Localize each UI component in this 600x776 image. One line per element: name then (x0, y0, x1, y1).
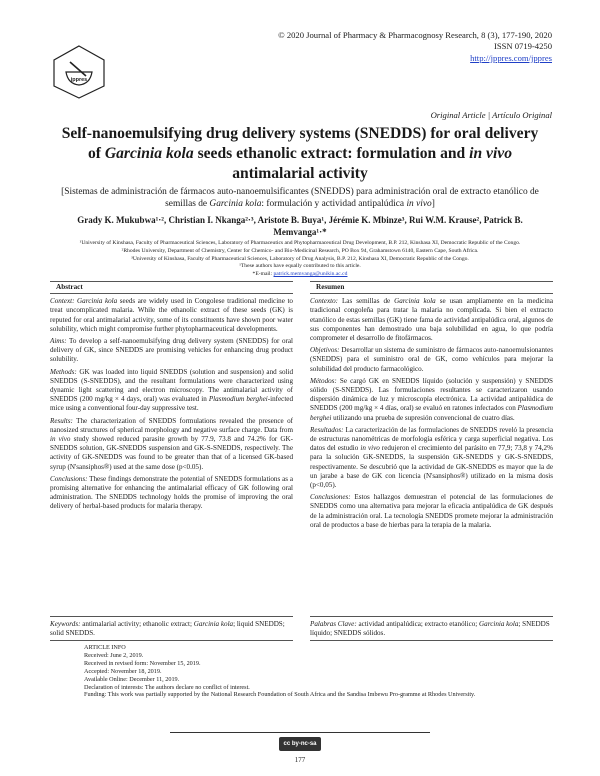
page-number: 177 (294, 756, 306, 764)
received-date: Received: June 2, 2019. (84, 651, 144, 659)
affiliation: ¹These authors have equally contributed to this article. (239, 263, 361, 270)
resumen-metodos: Métodos: Se cargó GK en SNEDDS líquido (solución y suspensión) y SNEDDS sólido (S-SNEDDS). Las formulaciones resultantes se caracterizaron usando dispersión dinámica de luz y microscopía electrónica. La actividad antipalúdica de SNEDDS (200 mg/kg × 4 días, oral) se evaluó en ratones infectados con Plasmodium berghei utilizando una prueba de supresión convencional de cuatro días. (310, 376, 553, 422)
accepted-date: Accepted: November 18, 2019. (84, 667, 162, 675)
revised-date: Received in revised form: November 15, 2019. (84, 659, 201, 667)
cc-license-badge[interactable]: cc by-nc-sa (279, 737, 321, 751)
article-subtitle: [Sistemas de administración de fármacos auto-nanoemulsificantes (SNEDDS) para administración oral de extracto etanólico de semillas de Garcinia kola: formulación y actividad antipalúdica in vivo] (61, 187, 539, 209)
funding-statement: Funding: This work was partially supported by the National Research Foundation of South Africa and the Sandisa Imbewu Pro-gramme at Rhodes University. (84, 691, 476, 699)
citation: © 2020 Journal of Pharmacy & Pharmacognosy Research, 8 (3), 177-190, 2020 (278, 30, 552, 40)
logo-text: jppres (70, 77, 88, 83)
abstract-column (50, 281, 293, 515)
journal-link[interactable]: http://jppres.com/jppres (470, 52, 552, 63)
author-list: Grady K. Mukubwa¹·², Christian I. Nkanga²·³, Aristote B. Buya¹, Jérémie K. Mbinze³, Rui W.M. Krause², Patrick B. Memvanga¹·* (77, 215, 523, 237)
abstract-heading: Abstract (50, 281, 293, 294)
online-date: Available Online: December 11, 2019. (84, 675, 180, 683)
resumen-resultados: Resultados: La caracterización de las formulaciones de SNEDDS reveló la presencia de estructuras nanométricas de morfología esférica y carga superficial negativa. Los datos del estudio in vivo redujeron el crecimiento del parásito en 77,9; 73,8 y 74,2% para la solución GK-SNEDDS, la suspensión GK-SNEDDS y GK-S-SNEDDS, respectivamente. Se descubrió que la actividad de GK-SNEDDS es mayor que la de un jarabe a base de GK con licencia (N'sansiphos®) utilizado en la misma dosis (p<0,05). (310, 425, 553, 490)
resumen-conclusiones: Conclusiones: Estos hallazgos demuestran el potencial de las formulaciones de SNEDDS como una alternativa para mejorar la eficacia antipalúdica de GK después de la administración oral. La tecnología SNEDDS promete mejorar la administración oral de productos a base de hierbas para la terapia de la malaria. (310, 493, 553, 529)
abstract-aims: Aims: To develop a self-nanoemulsifying drug delivery system (SNEDDS) for oral delivery of GK, since SNEDDS are promising vehicles for enhancing drug product solubility. (50, 337, 293, 364)
affiliation: ²Rhodes University, Department of Chemistry, Center for Chemico- and Bio-Medicinal Research, PO Box 94, Grahamstown 6140, Eastern Cape, South Africa. (121, 247, 479, 254)
abstract-context: Context: Garcinia kola seeds are widely used in Congolese traditional medicine to treat uncomplicated malaria. While the ethanolic extract of these seeds (GK) is reputed for oral antimalarial activity, some of its constituents have shown poor water solubility, which might compromise further phytopharmaceutical developments. (50, 297, 293, 333)
abstract-methods: Methods: GK was loaded into liquid SNEDDS (solution and suspension) and solid SNEDDS (S-SNEDDS), and the resultant formulations were characterized using dynamic light scattering and electron microscopy. The antimalarial activity of SNEDDS (200 mg/kg × 4 days, oral) was evaluated in Plasmodium berghei-infected mice using a conventional four-day suppressive test. (50, 367, 293, 413)
article-info-heading: ARTICLE INFO (84, 644, 126, 651)
issn: ISSN 0719-4250 (493, 41, 552, 52)
interest-declaration: Declaration of interests: The authors declare no conflict of interest. (84, 683, 250, 691)
article-type: Original Article | Artículo Original (430, 110, 552, 120)
abstract-conclusions: Conclusions: These findings demonstrate the potential of SNEDDS formulations as a promising alternative for enhancing the antimalarial efficacy of GK following oral administration. The SNEDDS technology holds the promise of improving the oral delivery of herbal-based products for malaria therapy. (50, 474, 293, 511)
affiliation: ³University of Kinshasa, Faculty of Pharmaceutical Sciences, Laboratory of Drug Analysis, B.P. 212, Kinshasa XI, Democratic Republic of the Congo. (131, 255, 469, 262)
footer-divider (170, 732, 430, 733)
affiliation: ¹University of Kinshasa, Faculty of Pharmaceutical Sciences, Laboratory of Pharmaceutics and Phytopharmaceutical Drug Development, B.P. 212, Kinshasa XI, Democratic Republic of the Congo. (79, 240, 521, 246)
affiliations (60, 240, 540, 279)
resumen-objetivos: Objetivos: Desarrollar un sistema de suministro de fármacos auto-nanoemulsionantes (SNEDDS) para el suministro oral de GK, como vehículos para mejorar la solubilidad del producto farmacológico. (310, 346, 553, 373)
keywords: Keywords: antimalarial activity; ethanolic extract; Garcinia kola; liquid SNEDDS; solid SNEDDS. (50, 616, 293, 641)
article-title: Self-nanoemulsifying drug delivery systems (SNEDDS) for oral delivery of Garcinia kola seeds ethanolic extract: formulation and in vivo antimalarial activity (61, 125, 539, 182)
resumen-column (310, 281, 553, 533)
journal-header (278, 30, 552, 64)
abstract-results: Results: The characterization of SNEDDS formulations revealed the presence of nanosized structures of spherical morphology and negative surface charge. Data from in vivo study showed reduced parasite growth by 77.9, 73.8 and 74.2% for GK-SNEDDS solution, GK-SNEDDS suspension and GK-S-SNEDDS, respectively. The activity of GK-SNEDDS was found to be greater than that of a licensed GK-based syrup (N'sansiphos®) used at the same dose (p<0.05). (50, 416, 293, 471)
article-info (84, 644, 554, 699)
email-link[interactable]: patrick.memvanga@unikin.ac.cd (273, 271, 348, 278)
journal-logo (50, 44, 108, 100)
resumen-contexto: Contexto: Las semillas de Garcinia kola se usan ampliamente en la medicina tradicional congoleña para tratar la malaria no complicada. Si bien el extracto etanólico de estas semillas (GK) tiene fama de actividad antipalúdica oral, algunos de sus componentes han demostrado una baja solubilidad en agua, lo que podría comprometer el desarrollo de fitofármacos. (310, 297, 554, 343)
palabras-clave: Palabras Clave: actividad antipalúdica; extracto etanólico; Garcinia kola; SNEDDS líquido; SNEDDS sólidos. (310, 616, 553, 641)
resumen-heading: Resumen (310, 281, 553, 294)
corresponding-email: *E-mail: patrick.memvanga@unikin.ac.cd (252, 271, 348, 278)
